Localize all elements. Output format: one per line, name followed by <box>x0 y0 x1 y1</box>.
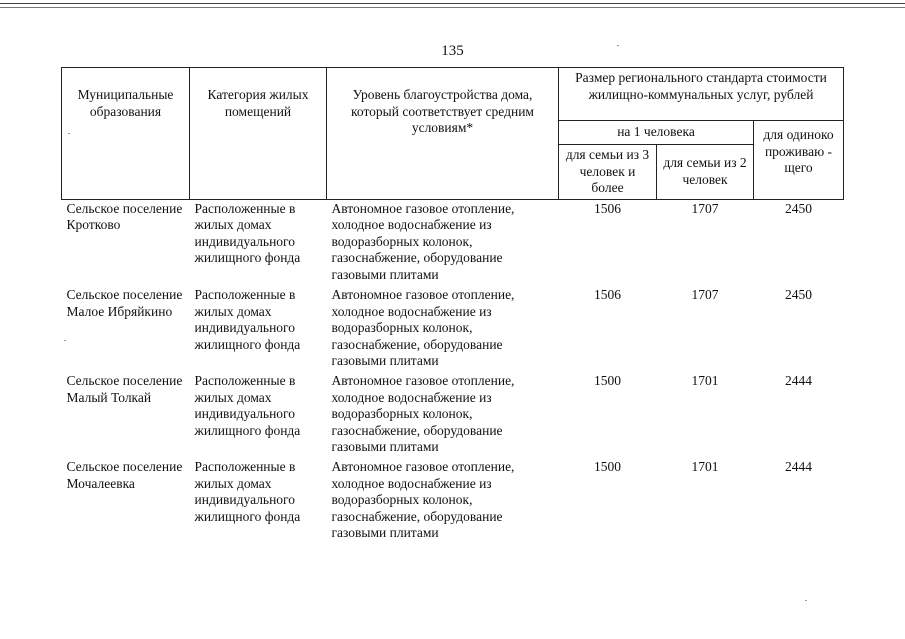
header-amenity-level: Уровень благоустройства дома, который соответствует средним условиям* <box>327 68 559 200</box>
cell-amenity: Автономное газовое отопление, холодное водоснабжение из водоразборных колонок, газоснабжение, оборудование газовыми плитами <box>331 200 515 282</box>
table-row <box>62 286 844 372</box>
cell-family-2: 1701 <box>691 459 719 474</box>
table-body <box>62 199 844 544</box>
cell-category: Расположенные в жилых домах индивидуального жилищного фонда <box>194 200 301 265</box>
scan-speck <box>68 133 70 134</box>
cell-family-2: 1707 <box>691 287 719 302</box>
cell-category: Расположенные в жилых домах индивидуального жилищного фонда <box>194 373 301 438</box>
regional-standard-table <box>61 67 844 544</box>
header-standard-size: Размер регионального стандарта стоимости жилищно-коммунальных услуг, рублей <box>559 68 844 121</box>
cell-family-3plus: 1500 <box>594 373 621 388</box>
scan-speck <box>805 600 807 601</box>
cell-category: Расположенные в жилых домах индивидуального жилищного фонда <box>194 287 301 352</box>
cell-single: 2450 <box>785 200 812 216</box>
cell-family-3plus: 1506 <box>594 200 621 216</box>
header-family-2: для семьи из 2 человек <box>657 145 754 200</box>
header-family-3plus: для семьи из 3 человек и более <box>559 145 657 200</box>
cell-family-3plus: 1500 <box>594 459 621 474</box>
table-row <box>62 372 844 458</box>
scan-border-top <box>0 3 905 4</box>
cell-family-2: 1707 <box>691 200 719 216</box>
header-municipality: Муниципальные образования <box>62 68 190 200</box>
cell-municipality: Сельское поселение Кротково <box>66 200 183 232</box>
table-row <box>62 458 844 544</box>
scan-speck <box>64 340 66 341</box>
cell-amenity: Автономное газовое отопление, холодное водоснабжение из водоразборных колонок, газоснабжение, оборудование газовыми плитами <box>331 287 515 368</box>
cell-municipality: Сельское поселение Малое Ибряйкино <box>66 287 183 319</box>
scan-speck <box>617 45 619 46</box>
cell-single: 2444 <box>785 373 812 388</box>
table-header <box>62 68 844 200</box>
table-row <box>62 199 844 286</box>
cell-amenity: Автономное газовое отопление, холодное водоснабжение из водоразборных колонок, газоснабжение, оборудование газовыми плитами <box>331 459 515 540</box>
cell-family-3plus: 1506 <box>594 287 621 302</box>
cell-single: 2444 <box>785 459 812 474</box>
header-category: Категория жилых помещений <box>190 68 327 200</box>
cell-amenity: Автономное газовое отопление, холодное водоснабжение из водоразборных колонок, газоснабжение, оборудование газовыми плитами <box>331 373 515 454</box>
cell-municipality: Сельское поселение Мочалеевка <box>66 459 183 491</box>
cell-municipality: Сельское поселение Малый Толкай <box>66 373 183 405</box>
cell-single: 2450 <box>785 287 812 302</box>
header-single-living: для одиноко проживаю - щего <box>754 121 844 200</box>
cell-family-2: 1701 <box>691 373 719 388</box>
header-per-person: на 1 человека <box>559 121 754 145</box>
cell-category: Расположенные в жилых домах индивидуального жилищного фонда <box>194 459 301 524</box>
page-number: 135 <box>441 43 464 59</box>
scan-border-top-secondary <box>0 7 905 8</box>
